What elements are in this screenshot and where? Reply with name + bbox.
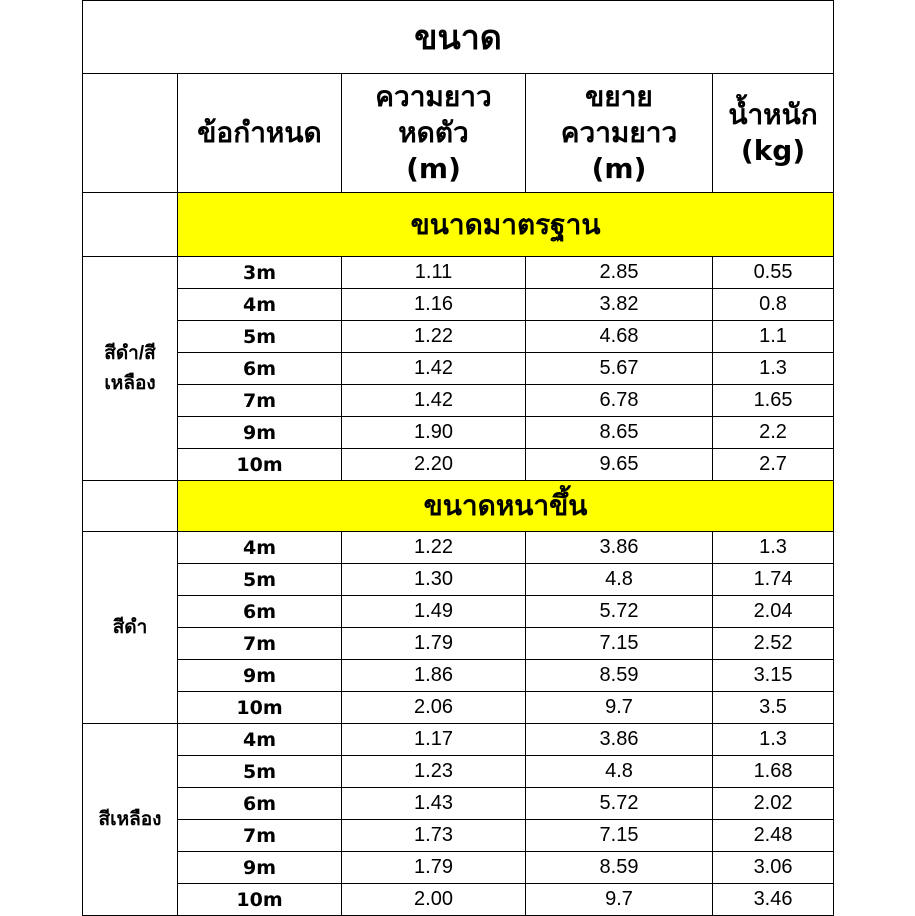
- size-cell: 9m: [178, 660, 342, 692]
- table-row: [83, 692, 834, 724]
- extended-length-cell: 5.67: [526, 353, 713, 385]
- weight-cell: 1.3: [713, 353, 834, 385]
- extended-length-cell: 8.59: [526, 852, 713, 884]
- table-row: [83, 628, 834, 660]
- table-row: [83, 417, 834, 449]
- size-cell: 6m: [178, 353, 342, 385]
- header-compressed-line2: หดตัว: [398, 116, 469, 149]
- extended-length-cell: 9.65: [526, 449, 713, 481]
- header-extended-line1: ขยาย: [585, 80, 653, 113]
- size-cell: 5m: [178, 321, 342, 353]
- section-empty-cell: [83, 193, 178, 257]
- weight-cell: 1.1: [713, 321, 834, 353]
- table-row: [83, 596, 834, 628]
- extended-length-cell: 7.15: [526, 628, 713, 660]
- compressed-length-cell: 2.20: [342, 449, 526, 481]
- extended-length-cell: 4.8: [526, 564, 713, 596]
- header-empty-cell: [83, 74, 178, 193]
- size-cell: 7m: [178, 385, 342, 417]
- compressed-length-cell: 1.90: [342, 417, 526, 449]
- compressed-length-cell: 1.79: [342, 628, 526, 660]
- section-title: ขนาดหนาขึ้น: [178, 481, 834, 532]
- weight-cell: 2.2: [713, 417, 834, 449]
- header-weight: [713, 74, 834, 193]
- section-header-row: [83, 481, 834, 532]
- weight-cell: 1.68: [713, 756, 834, 788]
- table-row: [83, 724, 834, 756]
- size-cell: 4m: [178, 724, 342, 756]
- table-row: [83, 449, 834, 481]
- compressed-length-cell: 2.00: [342, 884, 526, 916]
- extended-length-cell: 4.8: [526, 756, 713, 788]
- table-row: [83, 385, 834, 417]
- weight-cell: 2.48: [713, 820, 834, 852]
- header-compressed-line3: (m): [406, 152, 461, 185]
- extended-length-cell: 9.7: [526, 884, 713, 916]
- color-group-label-line1: สีดำ: [112, 616, 148, 638]
- title-row: [83, 1, 834, 74]
- weight-cell: 2.04: [713, 596, 834, 628]
- weight-cell: 1.3: [713, 532, 834, 564]
- size-cell: 10m: [178, 449, 342, 481]
- size-cell: 6m: [178, 788, 342, 820]
- compressed-length-cell: 1.22: [342, 321, 526, 353]
- compressed-length-cell: 1.16: [342, 289, 526, 321]
- weight-cell: 0.55: [713, 257, 834, 289]
- compressed-length-cell: 1.86: [342, 660, 526, 692]
- table-title: ขนาด: [83, 1, 834, 74]
- extended-length-cell: 3.86: [526, 532, 713, 564]
- table-row: [83, 820, 834, 852]
- table-row: [83, 852, 834, 884]
- size-cell: 5m: [178, 564, 342, 596]
- compressed-length-cell: 1.79: [342, 852, 526, 884]
- color-group-label-line2: เหลือง: [104, 372, 156, 394]
- table-row: [83, 884, 834, 916]
- table-row: [83, 564, 834, 596]
- header-row: [83, 74, 834, 193]
- section-title: ขนาดมาตรฐาน: [178, 193, 834, 257]
- extended-length-cell: 2.85: [526, 257, 713, 289]
- header-extended-length: [526, 74, 713, 193]
- extended-length-cell: 8.65: [526, 417, 713, 449]
- extended-length-cell: 4.68: [526, 321, 713, 353]
- size-cell: 7m: [178, 628, 342, 660]
- compressed-length-cell: 1.17: [342, 724, 526, 756]
- compressed-length-cell: 1.43: [342, 788, 526, 820]
- color-group-label: [83, 724, 178, 916]
- weight-cell: 3.15: [713, 660, 834, 692]
- table-row: [83, 321, 834, 353]
- compressed-length-cell: 1.22: [342, 532, 526, 564]
- extended-length-cell: 8.59: [526, 660, 713, 692]
- extended-length-cell: 5.72: [526, 788, 713, 820]
- extended-length-cell: 7.15: [526, 820, 713, 852]
- size-cell: 9m: [178, 417, 342, 449]
- weight-cell: 3.06: [713, 852, 834, 884]
- size-cell: 9m: [178, 852, 342, 884]
- header-compressed-length: [342, 74, 526, 193]
- compressed-length-cell: 1.42: [342, 353, 526, 385]
- header-extended-line3: (m): [591, 152, 647, 185]
- size-cell: 7m: [178, 820, 342, 852]
- compressed-length-cell: 1.11: [342, 257, 526, 289]
- header-extended-line2: ความยาว: [560, 116, 678, 149]
- header-spec: ข้อกำหนด: [178, 74, 342, 193]
- section-header-row: [83, 193, 834, 257]
- color-group-label-line1: สีดำ/สี: [104, 342, 156, 364]
- compressed-length-cell: 2.06: [342, 692, 526, 724]
- compressed-length-cell: 1.23: [342, 756, 526, 788]
- weight-cell: 2.7: [713, 449, 834, 481]
- table-row: [83, 353, 834, 385]
- size-cell: 6m: [178, 596, 342, 628]
- header-weight-line1: น้ำหนัก: [728, 98, 818, 131]
- compressed-length-cell: 1.73: [342, 820, 526, 852]
- weight-cell: 1.74: [713, 564, 834, 596]
- table-row: [83, 289, 834, 321]
- compressed-length-cell: 1.30: [342, 564, 526, 596]
- size-cell: 3m: [178, 257, 342, 289]
- size-cell: 4m: [178, 289, 342, 321]
- extended-length-cell: 9.7: [526, 692, 713, 724]
- section-empty-cell: [83, 481, 178, 532]
- extended-length-cell: 5.72: [526, 596, 713, 628]
- weight-cell: 3.5: [713, 692, 834, 724]
- extended-length-cell: 3.82: [526, 289, 713, 321]
- header-compressed-line1: ความยาว: [375, 80, 492, 113]
- weight-cell: 1.65: [713, 385, 834, 417]
- compressed-length-cell: 1.49: [342, 596, 526, 628]
- compressed-length-cell: 1.42: [342, 385, 526, 417]
- weight-cell: 2.52: [713, 628, 834, 660]
- header-weight-line2: (kg): [740, 134, 806, 167]
- table-row: [83, 660, 834, 692]
- weight-cell: 2.02: [713, 788, 834, 820]
- size-cell: 4m: [178, 532, 342, 564]
- size-cell: 5m: [178, 756, 342, 788]
- color-group-label-line1: สีเหลือง: [98, 808, 162, 830]
- size-cell: 10m: [178, 884, 342, 916]
- size-cell: 10m: [178, 692, 342, 724]
- color-group-label: [83, 257, 178, 481]
- table-row: [83, 788, 834, 820]
- weight-cell: 3.46: [713, 884, 834, 916]
- table-row: [83, 532, 834, 564]
- extended-length-cell: 3.86: [526, 724, 713, 756]
- color-group-label: [83, 532, 178, 724]
- spec-table: [82, 0, 834, 916]
- weight-cell: 1.3: [713, 724, 834, 756]
- table-row: [83, 257, 834, 289]
- extended-length-cell: 6.78: [526, 385, 713, 417]
- weight-cell: 0.8: [713, 289, 834, 321]
- table-row: [83, 756, 834, 788]
